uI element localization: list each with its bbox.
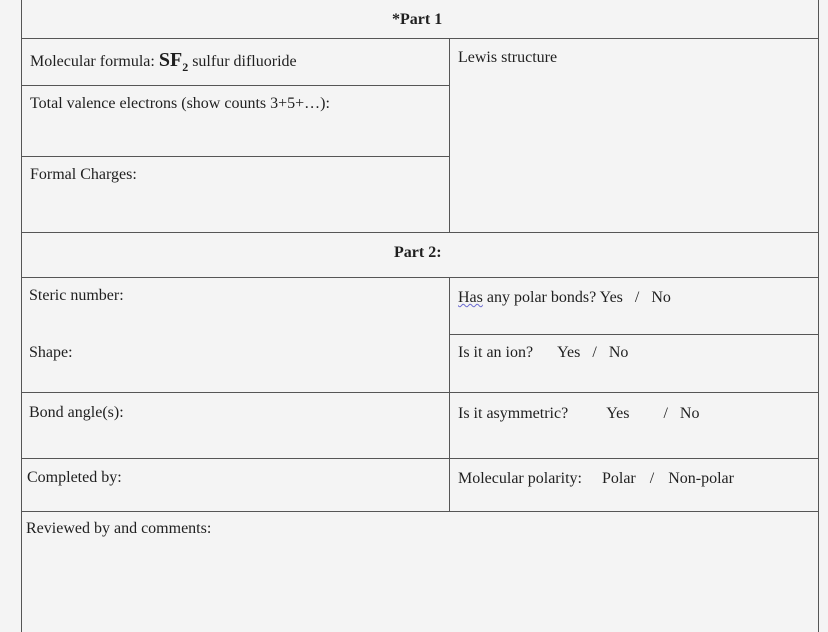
molecular-polarity-label: Molecular polarity: bbox=[458, 470, 582, 487]
row-divider bbox=[21, 458, 819, 459]
molecular-formula-field bbox=[30, 50, 297, 73]
table-right-border bbox=[818, 0, 819, 632]
formula-symbol: $SF_2$ bbox=[158, 49, 189, 74]
polar-bonds-yes-option[interactable]: Yes bbox=[599, 289, 623, 306]
completed-by-label: Completed by: bbox=[27, 469, 122, 486]
steric-number-label: Steric number: bbox=[29, 287, 124, 304]
polar-bonds-prefix: Has bbox=[458, 289, 483, 306]
row-divider bbox=[21, 392, 819, 393]
row-divider bbox=[21, 38, 819, 39]
option-separator: / bbox=[592, 344, 597, 361]
reviewed-by-label: Reviewed by and comments: bbox=[26, 520, 212, 537]
row-divider bbox=[21, 511, 819, 512]
ion-yes-option[interactable]: Yes bbox=[557, 344, 581, 361]
valence-electrons-label: Total valence electrons (show counts 3+5+…): bbox=[30, 95, 330, 112]
row-divider bbox=[21, 277, 819, 278]
ion-label: Is it an ion? bbox=[458, 344, 534, 361]
table-left-border bbox=[21, 0, 22, 632]
molecular-polarity-question bbox=[458, 471, 734, 487]
part2-title: Part 2: bbox=[394, 244, 442, 261]
ion-no-option[interactable]: No bbox=[608, 344, 629, 361]
column-divider bbox=[449, 277, 450, 511]
polar-bonds-question bbox=[458, 290, 671, 306]
option-separator: / bbox=[649, 470, 655, 487]
formal-charges-label: Formal Charges: bbox=[30, 166, 137, 183]
bond-angle-label: Bond angle(s): bbox=[29, 404, 124, 421]
row-divider bbox=[449, 334, 819, 335]
polar-bonds-text: any polar bonds? bbox=[486, 289, 597, 306]
ion-question bbox=[458, 345, 628, 361]
row-divider bbox=[21, 232, 819, 233]
asymmetric-yes-option[interactable]: Yes bbox=[606, 405, 630, 422]
polar-bonds-no-option[interactable]: No bbox=[651, 289, 671, 306]
column-divider bbox=[449, 38, 450, 233]
molecular-formula-label: Molecular formula: bbox=[30, 53, 155, 70]
option-separator: / bbox=[663, 405, 668, 422]
asymmetric-question bbox=[458, 406, 699, 422]
polarity-nonpolar-option[interactable]: Non-polar bbox=[668, 470, 734, 487]
lewis-structure-label: Lewis structure bbox=[458, 49, 558, 66]
shape-label: Shape: bbox=[29, 344, 73, 361]
asymmetric-no-option[interactable]: No bbox=[679, 405, 700, 422]
compound-name: sulfur difluoride bbox=[192, 53, 297, 70]
asymmetric-label: Is it asymmetric? bbox=[458, 405, 569, 422]
part1-title: *Part 1 bbox=[392, 11, 443, 28]
row-divider bbox=[21, 85, 449, 86]
row-divider bbox=[21, 156, 449, 157]
option-separator: / bbox=[634, 289, 640, 306]
polarity-polar-option[interactable]: Polar bbox=[601, 470, 636, 487]
